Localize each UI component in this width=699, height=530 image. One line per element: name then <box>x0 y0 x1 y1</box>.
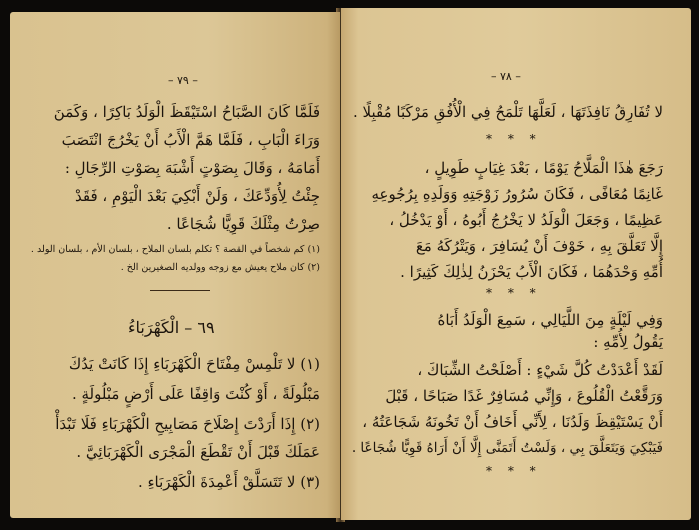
text-line: مَبْلُولَةً ، أَوْ كُنْتَ وَاقِفًا عَلَى أَرْضٍ مَبْلُولَةٍ . <box>71 385 320 403</box>
text-line: (٣) لا تَتَسَلَّقْ أَعْمِدَةَ الْكَهْرَبَاءِ . <box>137 473 320 491</box>
text-line: جِئْتُ لِأُوَدِّعَكَ ، وَلَنْ أَبْكِيَ بَعْدَ الْيَوْمِ ، فَقَدْ <box>74 187 320 205</box>
right-page <box>341 8 691 520</box>
text-line: أَنْ يَسْتَيْقِظَ وَلَدُنَا ، لِأَنِّي أَخَافُ أَنْ تَخُونَهُ شَجَاعَتُهُ ، <box>362 413 663 431</box>
footnote: (١) كم شخصاً في القصة ؟ تكلم بلسان الملاح ، بلسان الأم ، بلسان الولد . <box>30 244 320 255</box>
text-line: لَقَدْ أَعْدَدْتُ كُلَّ شَيْءٍ : أَصْلَحْتُ الشِّبَاكَ ، <box>417 361 663 379</box>
text-line: صِرْتُ مِثْلَكَ قَوِيًّا شُجَاعًا . <box>166 215 320 233</box>
text-line: يَقُولُ لِأُمِّهِ : <box>593 333 663 351</box>
section-separator: * * * <box>486 286 542 300</box>
text-line: أُمِّهِ وَحْدَهُمَا ، فَكَانَ الْأَبُ يَحْزَنُ لِذٰلِكَ كَثِيرًا . <box>400 263 663 281</box>
text-line: غَانِمًا مُعَافًى ، فَكَانَ سُرُورُ زَوْجَتِهِ وَوَلَدِهِ بِرُجُوعِهِ <box>371 185 663 203</box>
text-line: إِلَّا تَعَلَّقَ بِهِ ، خَوْفَ أَنْ يُسَافِرَ ، وَيَتْرُكَهُ مَعَ <box>415 237 663 255</box>
text-line: وَفِي لَيْلَةٍ مِنَ اللَّيَالِي ، سَمِعَ الْوَلَدُ أَبَاهُ <box>437 311 663 329</box>
page-number: – ٧٨ – <box>491 70 521 83</box>
text-line: لا تُفَارِقُ نَافِذَتَهَا ، لَعَلَّهَا تَلْمَحُ فِي الْأُفُقِ مَرْكَبًا مُقْبِلًا . <box>353 103 663 121</box>
text-line: وَرَقَّعْتُ الْقُلُوعَ ، وَإِنِّي مُسَافِرٌ غَدًا صَبَاحًا ، قَبْلَ <box>385 387 663 405</box>
text-line: رَجَعَ هٰذَا الْمَلَّاحُ يَوْمًا ، بَعْدَ غِيَابٍ طَوِيلٍ ، <box>424 159 663 177</box>
footnote: (٢) كان ملاح يعيش مع زوجه وولديه الصغيرين الخ . <box>120 262 320 273</box>
text-line: وَرَاءَ الْبَابِ ، فَلَمَّا هَمَّ الْأَبُ أَنْ يَخْرُجَ انْتَصَبَ <box>61 131 320 149</box>
section-separator: * * * <box>486 464 542 478</box>
divider <box>150 290 210 291</box>
section-separator: * * * <box>486 132 542 146</box>
text-line: (١) لا تَلْمِسْ مِفْتَاحَ الْكَهْرَبَاءِ إِذَا كَانَتْ يَدُكَ <box>68 355 320 373</box>
page-number: – ٧٩ – <box>168 74 198 87</box>
section-heading: ٦٩ – الْكَهْرَبَاءُ <box>128 318 215 337</box>
text-line: عَظِيمًا ، وَجَعَلَ الْوَلَدُ لا يَخْرُجُ أَبُوهُ ، أَوْ يَدْخُلُ ، <box>389 211 663 229</box>
text-line: أَمَامَهُ ، وَقَالَ بِصَوْتٍ أَشْبَهَ بِصَوْتِ الرِّجَالِ : <box>64 159 320 177</box>
left-page <box>10 12 340 518</box>
text-line: عَمَلَكَ قَبْلَ أَنْ تَقْطَعَ الْمَجْرَى الْكَهْرَبَائِيَّ . <box>76 443 320 461</box>
text-line: فَيَبْكِيَ وَيَتَعَلَّقَ بِي ، وَلَسْتُ أَتَمَنَّى إِلَّا أَنْ أَرَاهُ قَوِيًّا شُجَاعًا . <box>351 440 663 456</box>
text-line: فَلَمَّا كَانَ الصَّبَاحُ اسْتَيْقَظَ الْوَلَدُ بَاكِرًا ، وَكَمَنَ <box>53 103 320 121</box>
text-line: (٢) إِذَا أَرَدْتَ إِصْلَاحَ مَصَابِيحِ الْكَهْرَبَاءِ فَلَا تَبْدَأْ <box>55 415 320 433</box>
